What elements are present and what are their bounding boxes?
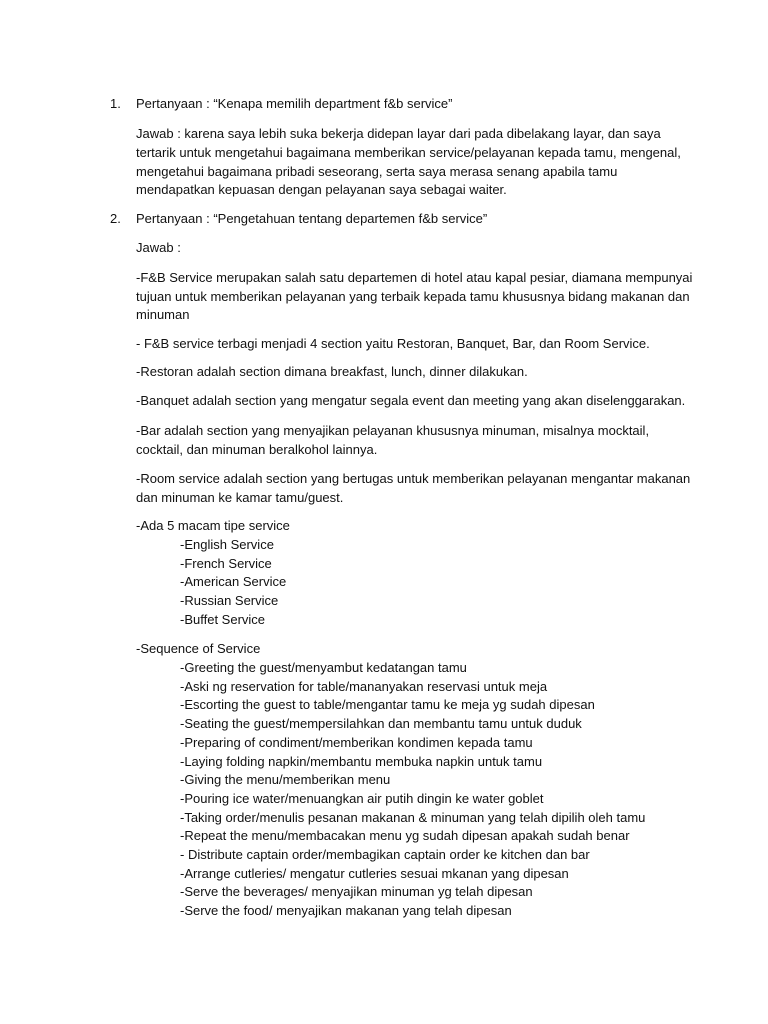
service-type-item: -English Service — [180, 537, 274, 552]
sequence-item: -Greeting the guest/menyambut kedatangan tamu — [180, 660, 467, 675]
service-types-heading: -Ada 5 macam tipe service — [136, 518, 290, 533]
service-type-item: -Russian Service — [180, 593, 279, 608]
sequence-item: -Preparing of condiment/memberikan kondimen kepada tamu — [180, 735, 533, 750]
paragraph-line: -Restoran adalah section dimana breakfast, lunch, dinner dilakukan. — [136, 364, 528, 379]
answer-line: mengetahui bagaimana pribadi seseorang, serta saya merasa senang apabila tamu — [136, 164, 618, 179]
answer-line: mendapatkan kepuasan dengan pelayanan saya sebagai waiter. — [136, 182, 507, 197]
service-type-item: -American Service — [180, 574, 287, 589]
sequence-item: -Pouring ice water/menuangkan air putih dingin ke water goblet — [180, 791, 544, 806]
sequence-item: - Distribute captain order/membagikan captain order ke kitchen dan bar — [180, 847, 590, 862]
sequence-item: -Repeat the menu/membacakan menu yg sudah dipesan apakah sudah benar — [180, 828, 630, 843]
paragraph-line: tujuan untuk memberikan pelayanan yang terbaik kepada tamu khususnya bidang makanan dan — [136, 289, 690, 304]
paragraph-line: dan minuman ke kamar tamu/guest. — [136, 490, 344, 505]
sequence-item: -Serve the beverages/ menyajikan minuman yg telah dipesan — [180, 884, 533, 899]
sequence-item: -Giving the menu/memberikan menu — [180, 772, 391, 787]
service-type-item: -French Service — [180, 556, 272, 571]
answer-line: Jawab : karena saya lebih suka bekerja didepan layar dari pada dibelakang layar, dan saya — [136, 126, 661, 141]
question-text: Pertanyaan : “Pengetahuan tentang departemen f&b service” — [136, 211, 488, 226]
sequence-item: -Laying folding napkin/membantu membuka napkin untuk tamu — [180, 754, 543, 769]
paragraph-line: -Bar adalah section yang menyajikan pelayanan khususnya minuman, misalnya mocktail, — [136, 423, 650, 438]
sequence-item: -Arrange cutleries/ mengatur cutleries sesuai mkanan yang dipesan — [180, 866, 569, 881]
paragraph-line: -F&B Service merupakan salah satu departemen di hotel atau kapal pesiar, diamana mempunyai — [136, 270, 693, 285]
answer-line: tertarik untuk mengetahui bagaimana memberikan service/pelayanan kepada tamu, mengenal, — [136, 145, 681, 160]
sequence-item: -Taking order/menulis pesanan makanan & minuman yang telah dipilih oleh tamu — [180, 810, 646, 825]
sequence-item: -Escorting the guest to table/mengantar tamu ke meja yg sudah dipesan — [180, 697, 595, 712]
paragraph-line: cocktail, dan minuman beralkohol lainnya. — [136, 442, 378, 457]
paragraph-line: -Room service adalah section yang bertugas untuk memberikan pelayanan mengantar makanan — [136, 471, 691, 486]
service-type-item: -Buffet Service — [180, 612, 266, 627]
sequence-heading: -Sequence of Service — [136, 641, 261, 656]
question-number: 1. — [110, 96, 121, 111]
question-number: 2. — [110, 211, 121, 226]
sequence-item: -Serve the food/ menyajikan makanan yang telah dipesan — [180, 903, 512, 918]
question-text: Pertanyaan : “Kenapa memilih department f&b service” — [136, 96, 453, 111]
sequence-item: -Seating the guest/mempersilahkan dan membantu tamu untuk duduk — [180, 716, 582, 731]
answer-label: Jawab : — [136, 240, 181, 255]
paragraph-line: - F&B service terbagi menjadi 4 section yaitu Restoran, Banquet, Bar, dan Room Service. — [136, 336, 650, 351]
sequence-item: -Aski ng reservation for table/mananyakan reservasi untuk meja — [180, 679, 548, 694]
paragraph-line: minuman — [136, 307, 190, 322]
paragraph-line: -Banquet adalah section yang mengatur segala event dan meeting yang akan diselenggarakan. — [136, 393, 686, 408]
